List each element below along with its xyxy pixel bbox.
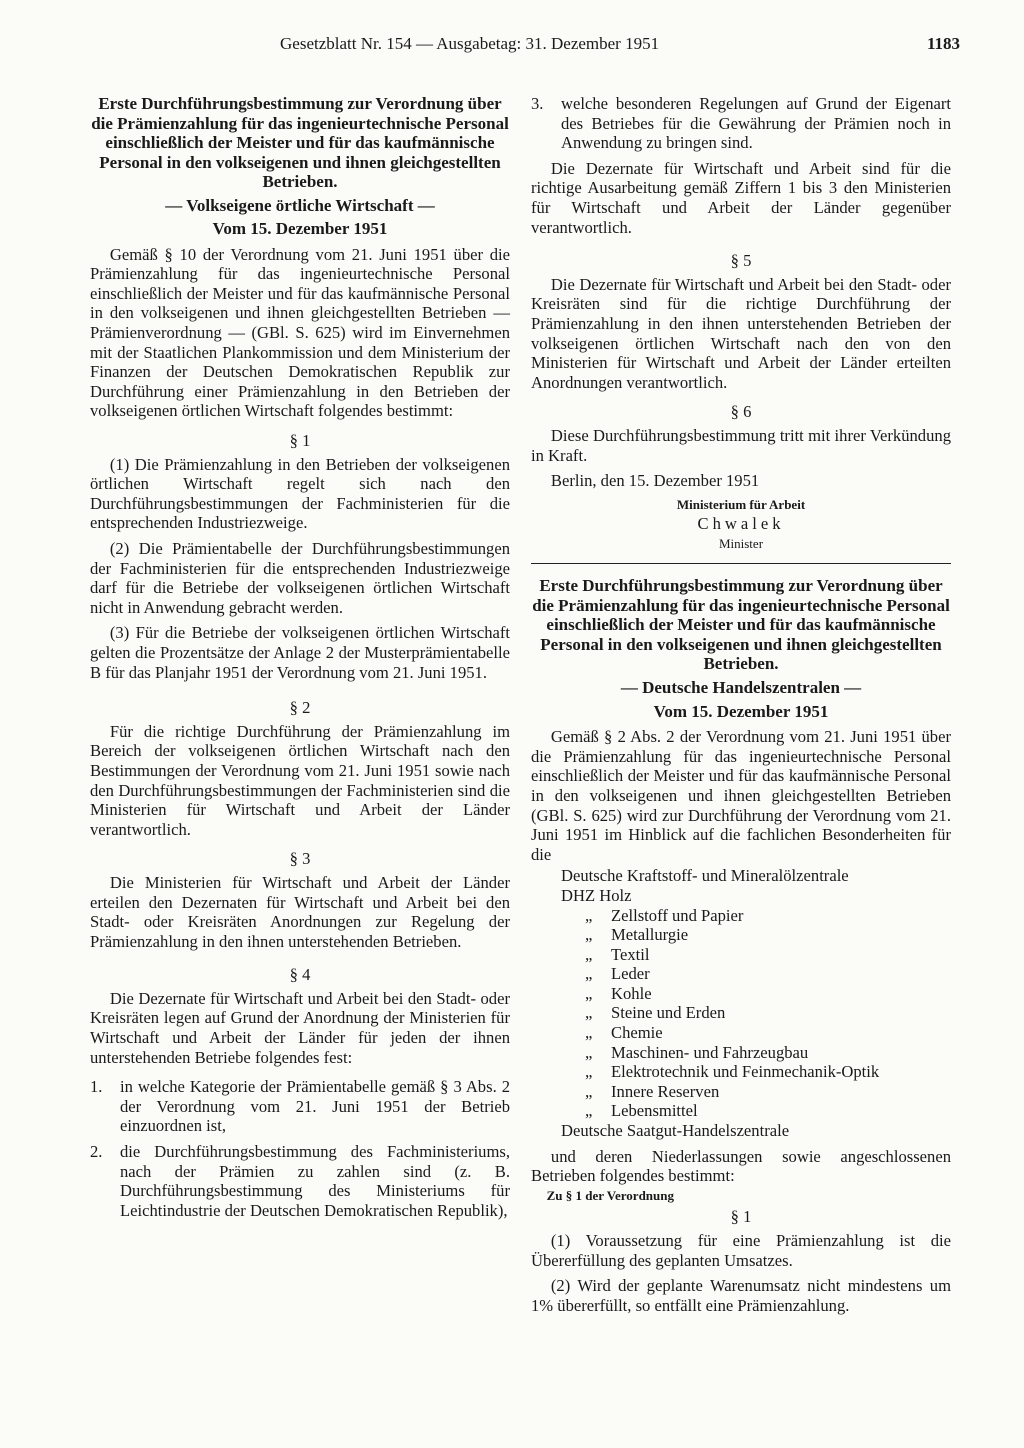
paragraph: Für die richtige Durchführung der Prämienzahlung im Bereich der volkseigenen örtlichen Wirtschaft nach den Bestimmungen der Verordnung vom 21. Juni 1951 sowie nach den Durchführungsbestimmungen der Fachministerien sind die Ministerien für Wirtschaft und Arbeit der Länder verantwortlich. — [90, 721, 510, 839]
document-subtitle: — Volkseigene örtliche Wirtschaft — — [165, 195, 435, 215]
organization-item: „ Zellstoff und Papier — [585, 905, 744, 925]
organization-item: „ Chemie — [585, 1023, 663, 1043]
section-divider — [531, 563, 951, 564]
list-item — [90, 1142, 510, 1220]
ministry-name: Ministerium für Arbeit — [676, 496, 806, 512]
header-title: Gesetzblatt Nr. 154 — Ausgabetag: 31. Dezember 1951 — [280, 34, 660, 53]
page-header — [280, 34, 960, 54]
organization-item: „ Lebensmittel — [585, 1101, 698, 1121]
paragraph: (2) Wird der geplante Warenumsatz nicht mindestens um 1% übererfüllt, so entfällt eine Prämienzahlung. — [531, 1276, 951, 1315]
list-item-number: 1. — [90, 1077, 103, 1097]
document-date-2: Vom 15. Dezember 1951 — [653, 701, 829, 721]
document-subtitle-2: — Deutsche Handelszentralen — — [620, 677, 862, 697]
organization-item: „ Kohle — [585, 983, 652, 1003]
organization-item: „ Maschinen- und Fahrzeugbau — [585, 1042, 809, 1062]
list-item-text: in welche Kategorie der Prämientabelle gemäß § 3 Abs. 2 der Verordnung vom 21. Juni 1951 der Betrieb einzuordnen ist, — [120, 1077, 510, 1136]
organization-item: „ Elektrotechnik und Feinmechanik-Optik — [585, 1062, 880, 1082]
paragraph: Die Ministerien für Wirtschaft und Arbeit der Länder erteilen den Dezernaten für Wirtschaft und Arbeit bei den Stadt- oder Kreisräten Anordnungen zur Regelung der Prämienzahlung in den ihnen unterstehenden Betrieben. — [90, 872, 510, 951]
subheading: Zu § 1 der Verordnung — [546, 1187, 674, 1203]
organization-list — [561, 866, 951, 1140]
organization-item: DHZ Holz — [561, 885, 632, 905]
section-heading: § 5 — [730, 251, 752, 271]
right-column — [531, 94, 951, 1315]
organization-item: „ Metallurgie — [585, 925, 689, 945]
section-heading: § 2 — [289, 698, 311, 718]
list-item-text: die Durchführungsbestimmung des Fachministeriums, nach der Prämien zu zahlen sind (z. B. Durchführungsbestimmung des Ministeriums für Leichtindustrie der Deutschen Demokratischen Republik), — [120, 1142, 510, 1220]
intro-paragraph: Gemäß § 10 der Verordnung vom 21. Juni 1951 über die Prämienzahlung für das ingenieurtechnische Personal einschließlich der Meister und für das kaufmännische Personal in den volkseigenen und ihnen gleichgestellten Betrieben — Prämienverordnung — (GBl. S. 625) wird im Einvernehmen mit der Staatlichen Plankommission und dem Ministerium der Finanzen der Deutschen Demokratischen Republik zur Durchführung einer Prämienzahlung in den Betrieben der volkseigenen örtlichen Wirtschaft folgendes bestimmt: — [90, 244, 510, 421]
organization-item: „ Textil — [585, 944, 650, 964]
organization-item: „ Leder — [585, 964, 650, 984]
list-item-number: 2. — [90, 1142, 103, 1162]
document-date: Vom 15. Dezember 1951 — [212, 219, 388, 239]
signer-name: Chwalek — [697, 514, 785, 534]
paragraph: und deren Niederlassungen sowie angeschlossenen Betrieben folgendes bestimmt: — [531, 1146, 951, 1186]
place-date: Berlin, den 15. Dezember 1951 — [550, 471, 760, 491]
section-heading: § 6 — [730, 402, 752, 422]
paragraph: Die Dezernate für Wirtschaft und Arbeit bei den Stadt- oder Kreisräten legen auf Grund der Anordnung der Ministerien für Wirtschaft und Arbeit der Länder für jeden der ihnen unterstehenden Betriebe folgendes fest: — [90, 988, 510, 1067]
paragraph: (3) Für die Betriebe der volkseigenen örtlichen Wirtschaft gelten die Prozentsätze der Anlage 2 der Musterprämientabelle B für das Planjahr 1951 der Verordnung vom 21. Juni 1951. — [90, 623, 510, 682]
section-heading: § 4 — [289, 965, 311, 985]
organization-item: Deutsche Kraftstoff- und Mineralölzentrale — [561, 866, 849, 886]
organization-item: „ Innere Reserven — [585, 1081, 720, 1101]
paragraph: (1) Voraussetzung für eine Prämienzahlung ist die Übererfüllung des geplanten Umsatzes. — [531, 1231, 951, 1270]
document-title-2: Erste Durchführungsbestimmung zur Verordnung über die Prämienzahlung für das ingenieurtechnische Personal einschließlich der Meister und für das kaufmännische Personal in den volkseigenen und ihnen gleichgestellten Betrieben. — [532, 576, 950, 674]
document-title: Erste Durchführungsbestimmung zur Verordnung über die Prämienzahlung für das ingenieurtechnische Personal einschließlich der Meister und für das kaufmännische Personal in den volkseigenen und ihnen gleichgestellten Betrieben. — [91, 94, 509, 191]
page-number: 1183 — [926, 34, 960, 53]
list-item-text: welche besonderen Regelungen auf Grund der Eigenart des Betriebes für die Gewährung der Prämien noch in Anwendung zu bringen sind. — [561, 94, 951, 153]
left-column — [90, 94, 510, 1220]
list-item-number: 3. — [531, 94, 544, 113]
list-item — [90, 1077, 510, 1136]
intro-paragraph-2: Gemäß § 2 Abs. 2 der Verordnung vom 21. Juni 1951 über die Prämienzahlung für das ingenieurtechnische Personal einschließlich der Meister und für das kaufmännische Personal in den volkseigenen und ihnen gleichgestellten Betrieben (GBl. S. 625) wird zur Durchführung der Verordnung vom 21. Juni 1951 im Hinblick auf die fachlichen Besonderheiten für die — [531, 727, 951, 864]
organization-item: Deutsche Saatgut-Handelszentrale — [561, 1121, 790, 1141]
signer-role: Minister — [718, 535, 764, 551]
section-heading: § 1 — [730, 1207, 752, 1227]
section-heading: § 3 — [289, 849, 311, 869]
section-heading: § 1 — [289, 431, 311, 451]
list-item — [531, 94, 951, 153]
organization-item: „ Steine und Erden — [585, 1003, 726, 1023]
paragraph: (1) Die Prämienzahlung in den Betrieben der volkseigenen örtlichen Wirtschaft regelt sich nach den Durchführungsbestimmungen der Fachministerien für die entsprechenden Industriezweige. — [90, 454, 510, 533]
paragraph: Die Dezernate für Wirtschaft und Arbeit bei den Stadt- oder Kreisräten sind für die richtige Durchführung der Prämienzahlung in den ihnen unterstehenden Betrieben der volkseigenen örtlichen Wirtschaft nach den von den Ministerien für Wirtschaft und Arbeit der Länder erteilten Anordnungen verantwortlich. — [531, 274, 951, 392]
paragraph: Diese Durchführungsbestimmung tritt mit ihrer Verkündung in Kraft. — [531, 425, 951, 465]
paragraph: Die Dezernate für Wirtschaft und Arbeit sind für die richtige Ausarbeitung gemäß Ziffern 1 bis 3 den Ministerien für Wirtschaft und Arbeit der Länder gegenüber verantwortlich. — [531, 158, 951, 237]
paragraph: (2) Die Prämientabelle der Durchführungsbestimmungen der Fachministerien für die entsprechenden Industriezweige darf für die Betriebe der volkseigenen örtlichen Wirtschaft nicht in Anwendung gebracht werden. — [90, 539, 510, 617]
